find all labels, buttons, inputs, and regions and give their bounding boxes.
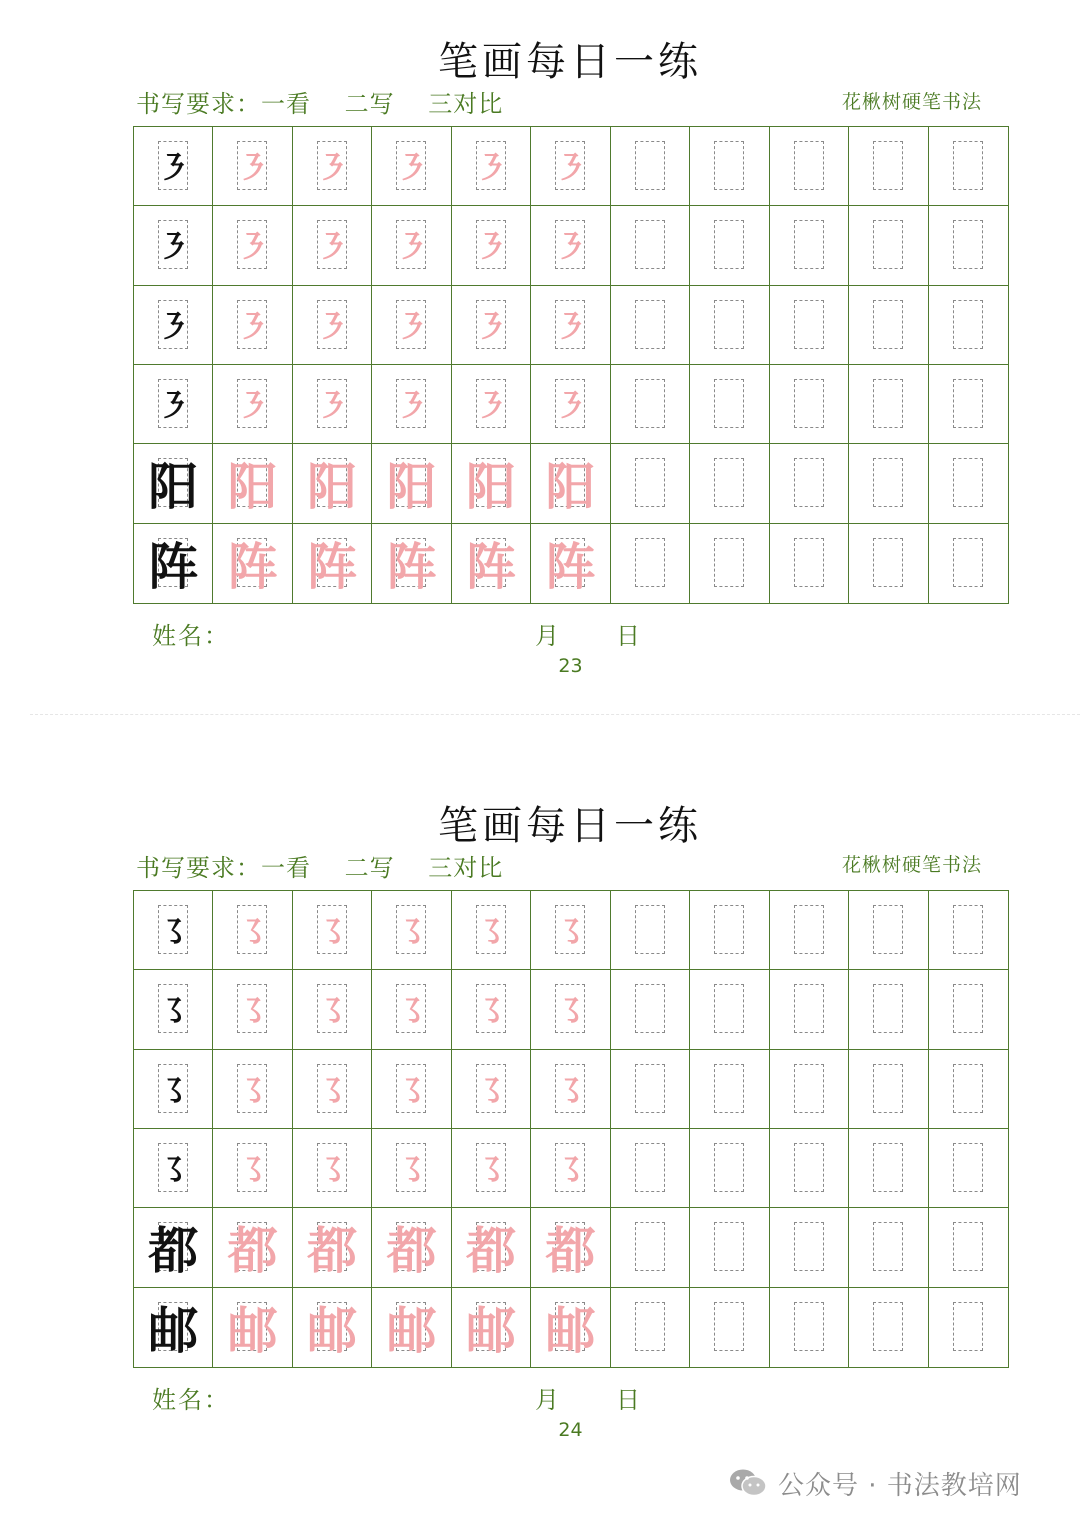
trace-cell [452,286,531,365]
dashed-guide-box [714,220,744,269]
page-number: 24 [558,1419,583,1441]
day-label: 日 [616,622,642,650]
trace-cell [213,1050,292,1129]
dashed-guide-box [635,1064,665,1113]
dashed-guide-box [953,538,983,587]
dashed-guide-box [635,220,665,269]
trace-glyph: 阵 [227,537,278,597]
trace-glyph: ㇌ [236,992,269,1031]
trace-cell [213,891,292,970]
trace-cell [372,1288,451,1367]
model-glyph: ㇌ [157,992,190,1031]
trace-glyph: 邮 [386,1301,437,1361]
model-cell [134,1129,213,1208]
trace-cell [213,524,292,603]
blank-practice-cell [690,127,769,206]
blank-practice-cell [929,1208,1008,1287]
trace-cell [293,891,372,970]
month-label: 月 [535,622,561,650]
blank-practice-cell [690,1129,769,1208]
day-label: 日 [616,1386,642,1414]
model-cell [134,1208,213,1287]
trace-cell [213,1208,292,1287]
blank-practice-cell [849,524,928,603]
trace-cell [531,1050,610,1129]
month-label: 月 [535,1386,561,1414]
dashed-guide-box [953,300,983,349]
trace-cell [372,1050,451,1129]
blank-practice-cell [770,286,849,365]
dashed-guide-box [635,1302,665,1351]
blank-practice-cell [929,524,1008,603]
blank-practice-cell [770,1129,849,1208]
blank-practice-cell [929,1050,1008,1129]
trace-glyph: ㇌ [236,913,269,952]
trace-glyph: ㇌ [554,913,587,952]
page-number: 23 [558,655,583,677]
trace-glyph: ㇌ [395,913,428,952]
trace-cell [213,206,292,285]
trace-cell [372,444,451,523]
trace-glyph: ㇋ [395,387,428,426]
trace-cell [452,1208,531,1287]
trace-glyph: 邮 [307,1301,358,1361]
blank-practice-cell [770,524,849,603]
model-glyph: ㇋ [157,149,190,188]
trace-cell [531,970,610,1049]
trace-cell [293,1288,372,1367]
trace-cell [531,127,610,206]
trace-cell [213,127,292,206]
dashed-guide-box [873,1302,903,1351]
model-cell [134,1050,213,1129]
model-cell [134,524,213,603]
trace-cell [372,1208,451,1287]
trace-cell [531,524,610,603]
model-cell [134,286,213,365]
blank-practice-cell [611,127,690,206]
trace-cell [293,1129,372,1208]
dashed-guide-box [873,379,903,428]
trace-glyph: ㇌ [475,913,508,952]
model-glyph: 阵 [148,537,199,597]
trace-glyph: ㇋ [316,387,349,426]
blank-practice-cell [849,891,928,970]
wechat-icon [728,1468,768,1498]
trace-cell [452,970,531,1049]
dashed-guide-box [714,458,744,507]
blank-practice-cell [770,206,849,285]
trace-glyph: ㇋ [236,307,269,346]
writing-requirement: 书写要求：一看 二写 三对比 [136,854,504,882]
trace-cell [452,1050,531,1129]
dashed-guide-box [953,141,983,190]
blank-practice-cell [929,365,1008,444]
blank-practice-cell [849,365,928,444]
dashed-guide-box [635,905,665,954]
blank-practice-cell [690,970,769,1049]
trace-cell [531,286,610,365]
dashed-guide-box [714,984,744,1033]
dashed-guide-box [714,538,744,587]
model-glyph: 都 [148,1221,199,1281]
trace-glyph: ㇋ [554,307,587,346]
blank-practice-cell [770,1208,849,1287]
trace-glyph: ㇋ [554,149,587,188]
blank-practice-cell [611,970,690,1049]
dashed-guide-box [794,1064,824,1113]
blank-practice-cell [611,1129,690,1208]
dashed-guide-box [794,1222,824,1271]
blank-practice-cell [849,206,928,285]
trace-cell [293,524,372,603]
trace-glyph: 都 [307,1221,358,1281]
trace-glyph: ㇌ [395,1071,428,1110]
trace-glyph: ㇋ [554,228,587,267]
dashed-guide-box [714,141,744,190]
blank-practice-cell [690,524,769,603]
dashed-guide-box [873,984,903,1033]
trace-glyph: ㇋ [316,149,349,188]
trace-cell [293,444,372,523]
brand-label: 花楸树硬笔书法 [841,854,982,876]
dashed-guide-box [873,905,903,954]
dashed-guide-box [794,141,824,190]
dashed-guide-box [794,1302,824,1351]
blank-practice-cell [770,127,849,206]
dashed-guide-box [953,1302,983,1351]
trace-glyph: 邮 [545,1301,596,1361]
trace-glyph: ㇌ [316,1151,349,1190]
blank-practice-cell [929,444,1008,523]
trace-glyph: ㇌ [475,992,508,1031]
trace-glyph: ㇌ [554,1071,587,1110]
trace-cell [293,1208,372,1287]
blank-practice-cell [849,127,928,206]
dashed-guide-box [794,984,824,1033]
trace-glyph: ㇋ [395,149,428,188]
blank-practice-cell [929,970,1008,1049]
sheet-title: 笔画每日一练 [438,803,702,849]
trace-cell [372,970,451,1049]
trace-glyph: ㇌ [475,1071,508,1110]
dashed-guide-box [635,141,665,190]
blank-practice-cell [929,127,1008,206]
trace-cell [531,206,610,285]
trace-glyph: 阵 [386,537,437,597]
dashed-guide-box [873,538,903,587]
blank-practice-cell [690,444,769,523]
model-glyph: ㇌ [157,1071,190,1110]
name-label: 姓名： [152,622,230,650]
trace-glyph: ㇋ [475,149,508,188]
blank-practice-cell [770,1050,849,1129]
blank-practice-cell [690,891,769,970]
dashed-guide-box [873,141,903,190]
trace-glyph: ㇋ [475,228,508,267]
model-glyph: ㇌ [157,913,190,952]
dashed-guide-box [873,220,903,269]
blank-practice-cell [690,286,769,365]
trace-cell [213,286,292,365]
blank-practice-cell [929,206,1008,285]
trace-glyph: ㇋ [316,228,349,267]
trace-glyph: ㇋ [236,228,269,267]
trace-glyph: 阳 [227,457,278,517]
dashed-guide-box [953,458,983,507]
name-label: 姓名： [152,1386,230,1414]
model-cell [134,206,213,285]
trace-cell [293,206,372,285]
trace-cell [372,524,451,603]
trace-glyph: ㇌ [395,1151,428,1190]
trace-cell [293,127,372,206]
blank-practice-cell [611,524,690,603]
blank-practice-cell [770,891,849,970]
trace-cell [372,127,451,206]
model-glyph: 阳 [148,457,199,517]
dashed-guide-box [953,220,983,269]
trace-cell [213,365,292,444]
dashed-guide-box [953,905,983,954]
blank-practice-cell [929,891,1008,970]
blank-practice-cell [611,444,690,523]
trace-cell [293,970,372,1049]
blank-practice-cell [611,1208,690,1287]
trace-cell [531,891,610,970]
blank-practice-cell [770,365,849,444]
dashed-guide-box [794,300,824,349]
trace-cell [213,1129,292,1208]
trace-glyph: 阳 [307,457,358,517]
dashed-guide-box [714,1222,744,1271]
trace-glyph: 阵 [466,537,517,597]
trace-cell [452,891,531,970]
blank-practice-cell [690,206,769,285]
trace-cell [213,444,292,523]
blank-practice-cell [770,444,849,523]
watermark-text: 公众号 · 书法教培网 [778,1470,1022,1501]
model-glyph: ㇌ [157,1151,190,1190]
dashed-guide-box [873,1222,903,1271]
trace-cell [452,206,531,285]
blank-practice-cell [849,1288,928,1367]
blank-practice-cell [849,1050,928,1129]
model-cell [134,1288,213,1367]
dashed-guide-box [714,1302,744,1351]
trace-cell [372,206,451,285]
trace-glyph: ㇋ [475,387,508,426]
trace-glyph: ㇋ [395,307,428,346]
model-glyph: ㇋ [157,387,190,426]
trace-glyph: ㇌ [475,1151,508,1190]
dashed-guide-box [714,905,744,954]
trace-glyph: ㇋ [236,149,269,188]
practice-grid [133,126,1009,604]
trace-glyph: ㇌ [395,992,428,1031]
trace-glyph: ㇋ [475,307,508,346]
trace-cell [452,444,531,523]
trace-cell [372,891,451,970]
blank-practice-cell [849,286,928,365]
dashed-guide-box [953,1143,983,1192]
blank-practice-cell [690,1288,769,1367]
trace-glyph: 阵 [545,537,596,597]
dashed-guide-box [873,300,903,349]
trace-cell [293,1050,372,1129]
trace-glyph: ㇌ [316,1071,349,1110]
dashed-guide-box [794,458,824,507]
trace-glyph: 阳 [466,457,517,517]
dashed-guide-box [873,1064,903,1113]
model-cell [134,970,213,1049]
blank-practice-cell [929,286,1008,365]
dashed-guide-box [635,1143,665,1192]
blank-practice-cell [929,1288,1008,1367]
trace-cell [531,365,610,444]
trace-glyph: 都 [545,1221,596,1281]
dashed-guide-box [635,1222,665,1271]
dashed-guide-box [635,458,665,507]
trace-glyph: 阳 [545,457,596,517]
model-cell [134,891,213,970]
trace-glyph: ㇋ [236,387,269,426]
blank-practice-cell [929,1129,1008,1208]
dashed-guide-box [635,379,665,428]
dashed-guide-box [714,1143,744,1192]
blank-practice-cell [690,1050,769,1129]
trace-cell [452,524,531,603]
model-cell [134,444,213,523]
dashed-guide-box [635,984,665,1033]
dashed-guide-box [953,379,983,428]
trace-glyph: ㇌ [554,992,587,1031]
dashed-guide-box [714,379,744,428]
trace-cell [452,1288,531,1367]
trace-cell [213,970,292,1049]
dashed-guide-box [714,300,744,349]
blank-practice-cell [849,1129,928,1208]
trace-glyph: 都 [386,1221,437,1281]
dashed-guide-box [953,984,983,1033]
trace-cell [452,1129,531,1208]
blank-practice-cell [690,365,769,444]
trace-glyph: 阳 [386,457,437,517]
trace-glyph: ㇌ [316,992,349,1031]
dashed-guide-box [794,379,824,428]
trace-cell [531,1129,610,1208]
trace-cell [293,286,372,365]
watermark [728,1461,1022,1505]
model-cell [134,127,213,206]
blank-practice-cell [849,1208,928,1287]
trace-cell [531,1208,610,1287]
blank-practice-cell [849,970,928,1049]
blank-practice-cell [849,444,928,523]
trace-glyph: ㇋ [554,387,587,426]
dashed-guide-box [635,538,665,587]
trace-cell [372,286,451,365]
dashed-guide-box [953,1064,983,1113]
trace-cell [213,1288,292,1367]
trace-glyph: 阵 [307,537,358,597]
trace-cell [452,365,531,444]
blank-practice-cell [690,1208,769,1287]
dashed-guide-box [873,458,903,507]
dashed-guide-box [873,1143,903,1192]
trace-glyph: ㇌ [316,913,349,952]
dashed-guide-box [635,300,665,349]
trace-glyph: 邮 [466,1301,517,1361]
model-glyph: 邮 [148,1301,199,1361]
trace-glyph: ㇌ [554,1151,587,1190]
trace-cell [372,1129,451,1208]
practice-grid [133,890,1009,1368]
blank-practice-cell [611,206,690,285]
trace-cell [531,1288,610,1367]
trace-glyph: ㇋ [316,307,349,346]
model-glyph: ㇋ [157,228,190,267]
blank-practice-cell [611,1288,690,1367]
sheet-title: 笔画每日一练 [438,39,702,85]
blank-practice-cell [770,970,849,1049]
trace-cell [293,365,372,444]
model-glyph: ㇋ [157,307,190,346]
trace-glyph: ㇌ [236,1151,269,1190]
trace-glyph: 都 [466,1221,517,1281]
blank-practice-cell [611,286,690,365]
dashed-guide-box [953,1222,983,1271]
model-cell [134,365,213,444]
trace-glyph: ㇋ [395,228,428,267]
brand-label: 花楸树硬笔书法 [841,91,982,113]
dashed-guide-box [794,220,824,269]
dashed-guide-box [794,905,824,954]
page-separator [30,714,1080,715]
dashed-guide-box [794,538,824,587]
trace-glyph: ㇌ [236,1071,269,1110]
trace-cell [531,444,610,523]
trace-glyph: 邮 [227,1301,278,1361]
dashed-guide-box [794,1143,824,1192]
trace-glyph: 都 [227,1221,278,1281]
dashed-guide-box [714,1064,744,1113]
blank-practice-cell [611,891,690,970]
blank-practice-cell [770,1288,849,1367]
trace-cell [452,127,531,206]
trace-cell [372,365,451,444]
blank-practice-cell [611,365,690,444]
writing-requirement: 书写要求：一看 二写 三对比 [136,90,504,118]
blank-practice-cell [611,1050,690,1129]
